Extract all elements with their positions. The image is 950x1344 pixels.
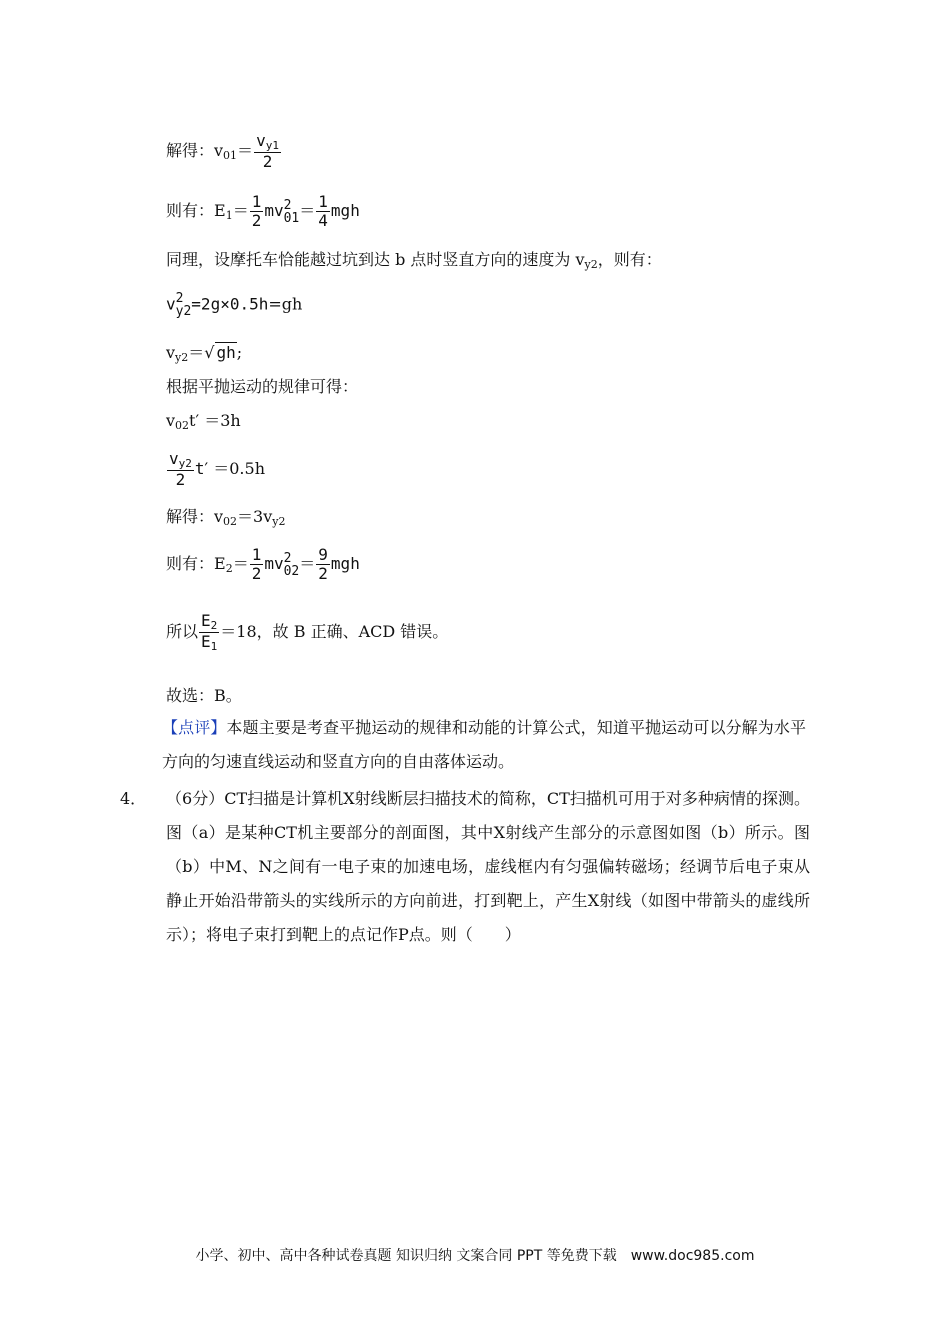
fraction [254,132,281,171]
denominator: 2 [251,211,262,230]
text: ，则有： [597,250,662,269]
text: ＝ [232,201,249,220]
numerator: 1 [251,545,262,564]
fraction [167,450,194,489]
text: 所以 [166,622,199,641]
text: ＝ [299,201,316,220]
text: 同理，设摩托车恰能越过坑到达 b 点时竖直方向的速度为 v [166,250,585,269]
fraction [250,193,264,230]
subscript: 1 [225,209,233,222]
text: ＝ [299,554,316,573]
text: ＝ [188,343,205,362]
numerator: 1 [318,192,328,211]
text: v [166,411,176,430]
footer-text: 小学、初中、高中各种试卷真题 知识归纳 文案合同 PPT 等免费下载 www.doc985.com [195,1248,755,1264]
question-text: （6分）CT扫描是计算机X射线断层扫描技术的简称，CT扫描机可用于对多种病情的探测。图（a）是某种CT机主要部分的剖面图，其中X射线产生部分的示意图如图（b）所示。图（b）中M、N之间有一电子束的加速电场，虚线框内有匀强偏转磁场；经调节后电子束从静止开始沿带箭头的实线所示的方向前进，打到靶上，产生X射线（如图中带箭头的虚线所示）；将电子束打到靶上的点记作P点。则（ ） [166,789,810,944]
footer-banner [0,1245,950,1265]
numerator: v [169,449,179,468]
text: t [194,459,205,478]
subscript: 2 [225,562,233,575]
text: t′ ＝3h [189,411,241,430]
superscript: 2 [283,197,292,213]
subscript: y2 [175,351,189,364]
equation-e2 [166,546,360,583]
subscript: 02 [283,563,300,579]
comment-paragraph [162,711,806,779]
equation-vy2 [166,342,242,365]
superscript: 2 [283,550,292,566]
denominator: 2 [254,152,281,171]
text: 根据平抛运动的规律可得： [166,377,359,396]
question-number: 4． [120,789,147,808]
text: ′ ＝0.5h [204,459,266,478]
comment-tag: 【点评】 [162,718,227,737]
sup-sub [176,292,192,318]
denominator: 2 [318,564,328,583]
fraction [316,193,330,230]
text: mv [264,554,284,573]
text: 故选：B。 [166,686,242,705]
equation-v02 [166,507,286,529]
subscript: y2 [584,258,598,271]
text: mv [264,201,284,220]
equation-vy2-squared [166,292,302,318]
fraction [199,612,219,653]
numerator: 9 [318,545,328,564]
equation-ratio [166,612,448,653]
equation-v02t [166,411,241,433]
subscript: y2 [175,304,192,319]
numerator: E [201,611,211,630]
text: ; [236,343,243,362]
sup-sub [284,552,300,578]
text: mgh [330,201,360,220]
answer-line [166,686,242,706]
equation-v01 [166,132,282,171]
numerator: v [256,131,266,150]
text: ＝3v [237,507,273,526]
numerator: 1 [251,192,262,211]
text: =2g×0.5h [191,294,269,314]
comment-text: 本题主要是考查平抛运动的规律和动能的计算公式，知道平抛运动可以分解为水平方向的匀速直线运动和竖直方向的自由落体运动。 [162,718,806,771]
text: ＝18，故 B 正确、ACD 错误。 [220,622,449,641]
subscript: y2 [178,457,192,470]
text: 则有：E [166,201,226,220]
text: ＝ [232,554,249,573]
text-line [166,377,358,397]
subscript: y1 [265,139,279,152]
subscript: 2 [210,619,218,632]
text: 则有：E [166,554,226,573]
sup-sub [284,199,300,225]
sqrt-symbol: √ [204,343,215,362]
text: v [166,294,176,314]
text: ＝ [237,141,254,160]
superscript: 2 [175,291,184,306]
subscript: 02 [223,515,238,528]
subscript: 01 [283,210,300,226]
denominator: 4 [318,211,328,230]
text: =gh [268,294,303,314]
subscript: y2 [272,515,286,528]
text: 解得：v [166,507,224,526]
equation-vertical [166,450,265,489]
subscript: 02 [175,419,190,432]
subscript: 01 [223,149,238,162]
text: mgh [330,554,360,573]
text-line [166,250,662,272]
fraction [250,546,264,583]
subscript: 1 [210,640,218,653]
denominator: E [201,632,211,651]
equation-e1 [166,193,360,230]
radicand: gh [216,343,236,362]
denominator: 2 [251,564,262,583]
fraction [316,546,330,583]
text: 解得：v [166,141,224,160]
question-4 [120,782,810,952]
denominator: 2 [167,470,194,489]
text: v [166,343,176,362]
